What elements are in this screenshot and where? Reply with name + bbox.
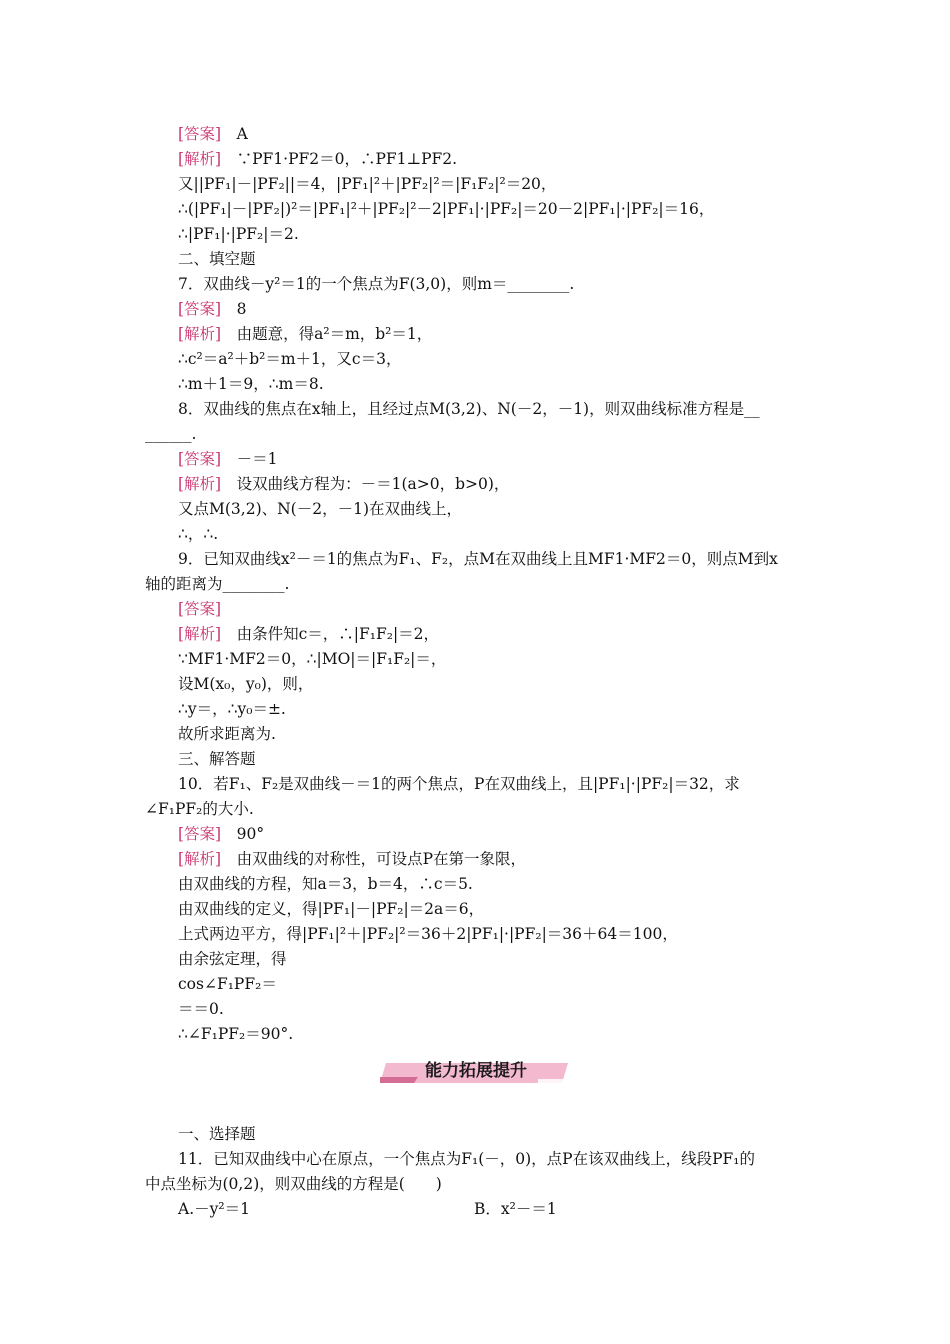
answer-tag: [答案] [178,300,222,318]
question-11: 11．已知双曲线中心在原点，一个焦点为F₁(－，0)，点P在该双曲线上，线段PF₁的 [178,1150,755,1168]
answer-tag: [答案] [178,825,222,843]
section-heading: 三、解答题 [178,750,256,768]
answer-tag: [答案] [178,125,222,143]
text-line: ＝＝0. [178,1000,224,1018]
question-8: 8．双曲线的焦点在x轴上，且经过点M(3,2)、N(－2，－1)，则双曲线标准方程是__ [178,400,760,418]
analysis-line: [解析] ∵PF1·PF2＝0，∴PF1⊥PF2. [178,150,458,168]
text-line: 由双曲线的定义，得|PF₁|－|PF₂|＝2a＝6， [178,900,485,918]
analysis-line: [解析] 由双曲线的对称性，可设点P在第一象限， [178,850,527,868]
analysis-line: [解析] 由条件知c＝，∴|F₁F₂|＝2， [178,625,440,643]
analysis-tag: [解析] [178,850,222,868]
answer-line: [答案] A [178,125,248,143]
analysis-line: [解析] 设双曲线方程为：－＝1(a>0，b>0)， [178,475,510,493]
text-line: ∴c²＝a²＋b²＝m＋1，又c＝3， [178,350,402,368]
question-8-cont: ______. [145,425,197,443]
analysis-tag: [解析] [178,325,222,343]
question-7: 7．双曲线－y²＝1的一个焦点为F(3,0)，则m＝________. [178,275,575,293]
text-line: ∵MF1·MF2＝0，∴|MO|＝|F₁F₂|＝， [178,650,447,668]
analysis-tag: [解析] [178,150,222,168]
text-line: ∴y＝，∴y₀＝±. [178,700,286,718]
text-line: ∴∠F₁PF₂＝90°. [178,1025,294,1043]
text-line: 又点M(3,2)、N(－2，－1)在双曲线上， [178,500,462,518]
text-line: 上式两边平方，得|PF₁|²＋|PF₂|²＝36＋2|PF₁|·|PF₂|＝36＋64＝100， [178,925,678,943]
option-b: B．x²－＝1 [474,1200,557,1218]
section-banner [378,1055,574,1089]
banner-ribbon-shade [380,1077,418,1083]
section-heading: 一、选择题 [178,1125,256,1143]
text-line: ∴m＋1＝9，∴m＝8. [178,375,324,393]
text-line: 故所求距离为. [178,725,276,743]
question-9-cont: 轴的距离为________. [145,575,290,593]
analysis-tag: [解析] [178,625,222,643]
option-a: A.－y²＝1 [178,1200,250,1218]
banner-notch [538,1079,568,1085]
answer-line [178,599,221,619]
answer-tag: [答案] [178,450,222,468]
section-heading: 二、填空题 [178,250,256,268]
question-10-cont: ∠F₁PF₂的大小. [145,800,254,818]
question-11-cont: 中点坐标为(0,2)，则双曲线的方程是( ) [145,1175,442,1193]
answer-line: [答案] 8 [178,300,247,318]
analysis-line: [解析] 由题意，得a²＝m，b²＝1， [178,325,433,343]
text-line: ∴，∴. [178,525,219,543]
text-line: cos∠F₁PF₂＝ [178,975,277,993]
answer-line: [答案] －＝1 [178,450,278,468]
answer-line: [答案] 90° [178,825,265,843]
text-line: 又||PF₁|－|PF₂||＝4，|PF₁|²＋|PF₂|²＝|F₁F₂|²＝20， [178,175,557,193]
text-line: 由余弦定理，得 [178,950,287,968]
text-line: 设M(x₀，y₀)，则， [178,675,314,693]
answer-tag: [答案] [178,600,222,618]
question-9: 9．已知双曲线x²－＝1的焦点为F₁、F₂，点M在双曲线上且MF1·MF2＝0，则点M到x [178,550,778,568]
analysis-tag: [解析] [178,475,222,493]
text-line: ∴|PF₁|·|PF₂|＝2. [178,225,299,243]
question-10: 10．若F₁、F₂是双曲线－＝1的两个焦点，P在双曲线上，且|PF₁|·|PF₂|＝32，求 [178,775,740,793]
banner-title: 能力拓展提升 [425,1061,527,1081]
text-line: ∴(|PF₁|－|PF₂|)²＝|PF₁|²＋|PF₂|²－2|PF₁|·|PF₂|＝20－2|PF₁|·|PF₂|＝16， [178,200,715,218]
text-line: 由双曲线的方程，知a＝3，b＝4，∴c＝5. [178,875,473,893]
